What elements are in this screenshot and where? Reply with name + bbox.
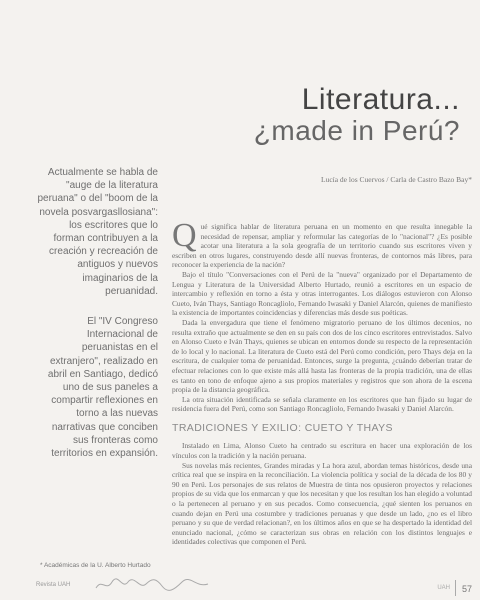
article-title	[180, 84, 460, 145]
paragraph-2: Bajo el título "Conversaciones con el Perú de la "nueva" organizado por el Departamento de Lengua y Literatura de la Universidad Alberto Hurtado, reunió a escritores en un espacio de intercambio y reflexión en torno a ésta y otras interrogantes. Los diálogos estuvieron con Alonso Cueto, Iván Thays, Santiago Roncagliolo, Fernando Iwasaki y Daniel Alarcón, quienes de manifiesto la existencia de importantes coincidencias y diferencias más desde sus poéticas.	[172, 269, 472, 318]
paragraph-3: Dada la envergadura que tiene el fenómeno migratorio peruano de los últimos decenios, no resulta extraño que actualmente se den en su país con dos de los cinco escritores entrevistados. Salvo en Alonso Cueto e Iván Thays, quienes se ubican en entornos donde su respecto de la representación de lo local y lo nacional. La literatura de Cueto está del Perú como condición, pero Thays deja en la escritura, de cualquier toma de peruanidad. Entonces, surge la pregunta, ¿cuándo deberían tratar de efectuar relaciones con lo que existe más allá hasta las fronteras de la propia tradición, una de ellas es tanto en tono de enfoque ajeno a sus propios materiales y registros que son ahora de la escena propia de la distancia geográfica.	[172, 317, 472, 395]
title-line-1: Literatura...	[301, 83, 460, 116]
page-number-divider	[455, 580, 456, 596]
drop-cap: Q	[172, 217, 197, 254]
paragraph-4: La otra situación identificada se señala claramente en los escritores que han fijado su lugar de residencia fuera del Perú, como son Santiago Roncagliolo, Fernando Iwasaki y Daniel Alarcón.	[172, 394, 472, 414]
paragraph-5: Instalado en Lima, Alonso Cueto ha centrado su escritura en hacer una exploración de los vínculos con la tradición y la nación peruana.	[172, 441, 472, 461]
paragraph-6: Sus novelas más recientes, Grandes miradas y La hora azul, abordan temas históricos, desde una crítica real que se inspira en la reconciliación. La violencia política y social de la década de los 80 y 90 en Perú. Los personajes de sus relatos de Muestra de tinta nos opusieron proyectos y relaciones propios de su vida que los enmarcan y que los necesitan y que los resultan los han elegido a voluntad o la pertenecen al peruano y en sus pecados. Como consecuencia, ¿qué sienten los peruanos en cuando dejan en Perú una costumbre y tradiciones peruanas y que desde un lado, ¿no es el libro peruano y su que de verdad relacionan?, en los últimos años en que se ha despertado la identidad del enunciado nacional, ¿cómo se caracterizan sus obras en relación con los distintos lenguajes e identidades colectivas que componen el Perú.	[172, 460, 472, 547]
footer-label: UAH	[437, 585, 450, 591]
pull-quote-2: El "IV Congreso Internacional de peruanistas en el extranjero", realizado en abril en Santiago, dedicó uno de sus paneles a compartir reflexiones en torno a las nuevas narrativas que conciben sus fronteras como territorios en expansión.	[47, 316, 158, 460]
byline: Lucía de los Cuervos / Carla de Castro Bazo Bay*	[320, 175, 472, 184]
title-line-2: ¿made in Perú?	[253, 114, 460, 146]
page-number: 57	[461, 584, 472, 594]
article-body	[172, 217, 472, 547]
paragraph-1: Qué significa hablar de literatura peruana en un momento en que resulta innegable la necesidad de repensar, ampliar y reformular las categorías de lo "nacional"? ¿Es posible acotar una literatura a la sola geografía de un territorio cuando sus escritores viven y escriben en otros lugares, construyendo desde allí nuevas fronteras, de contornos más libres, para reconocer la experiencia de la nación?	[172, 217, 472, 270]
section-heading: TRADICIONES Y EXILIO: CUETO Y THAYS	[172, 421, 393, 434]
sidebar-quotes	[36, 166, 158, 477]
footnote: * Académicas de la U. Alberto Hurtado	[40, 562, 151, 569]
pull-quote-1: Actualmente se habla de "auge de la literatura peruana" o del "boom de la novela posvargasllosiana": los escritores que lo forman contribuyen a la creación y recreación de antiguos y nuevos imaginarios de la peruanidad.	[37, 167, 158, 297]
signature-graphic	[92, 574, 212, 594]
footer-publication: Revista UAH	[36, 582, 71, 588]
